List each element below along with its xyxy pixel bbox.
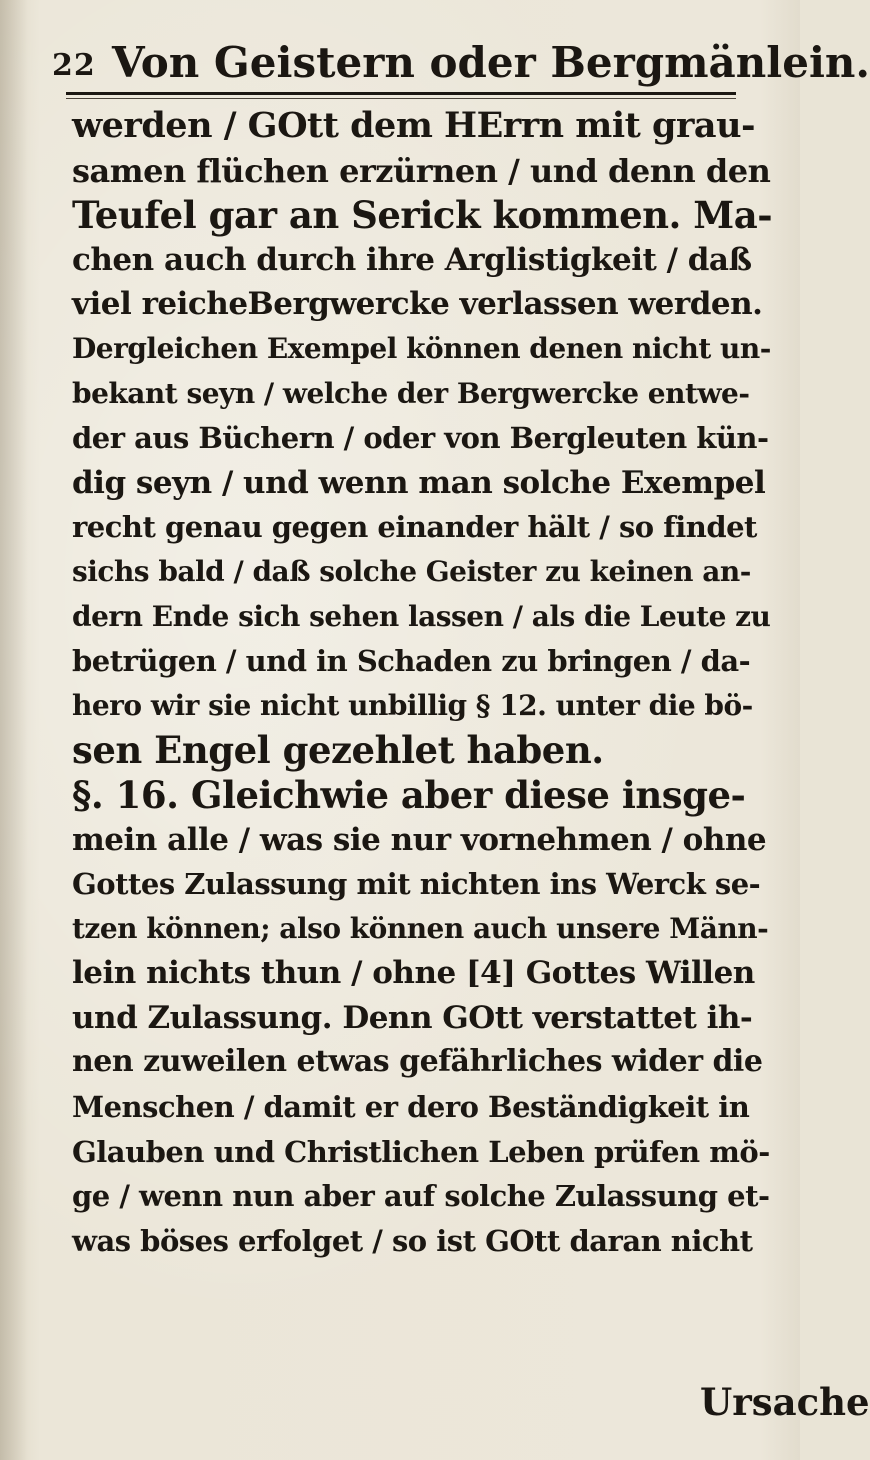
text-line: chen auch durch ihre Arglistigkeit / daß	[72, 241, 752, 278]
text-line: recht genau gegen einander hält / so findet	[72, 510, 757, 545]
text-line: dig seyn / und wenn man solche Exempel	[72, 464, 766, 501]
text-line: was böses erfolget / so ist GOtt daran nicht	[72, 1223, 753, 1258]
text-line: bekant seyn / welche der Bergwercke entwe-	[72, 376, 750, 410]
text-line: mein alle / was sie nur vornehmen / ohne	[72, 821, 767, 858]
text-line: werden / GOtt dem HErrn mit grau-	[72, 105, 756, 146]
header-rule	[66, 92, 736, 95]
page-number: 22	[52, 48, 96, 83]
text-line: der aus Büchern / oder von Bergleuten kün-	[72, 421, 769, 456]
text-line: Glauben und Christlichen Leben prüfen mö-	[72, 1134, 770, 1169]
text-line: lein nichts thun / ohne [4] Gottes Willen	[72, 955, 755, 992]
text-line: hero wir sie nicht unbillig § 12. unter die bö-	[72, 688, 753, 722]
text-line: dern Ende sich sehen lassen / als die Leute zu	[72, 599, 771, 633]
running-head: Von Geistern oder Bergmänlein.	[112, 38, 870, 87]
catchword: Ursache	[700, 1380, 870, 1424]
text-line: §. 16. Gleichwie aber diese insge-	[72, 772, 746, 817]
text-line: Menschen / damit er dero Beständigkeit in	[72, 1090, 750, 1125]
text-line: viel reicheBergwercke verlassen werden.	[72, 286, 763, 323]
text-line: sen Engel gezehlet haben.	[72, 728, 604, 773]
body-text	[72, 104, 772, 1263]
text-line: betrügen / und in Schaden zu bringen / da-	[72, 644, 751, 679]
gutter-shadow	[0, 0, 28, 1460]
text-line: sichs bald / daß solche Geister zu keinen an-	[72, 554, 751, 588]
text-line: Dergleichen Exempel können denen nicht un-	[72, 331, 771, 365]
page-header	[52, 38, 870, 92]
text-line: samen flüchen erzürnen / und denn den	[72, 151, 771, 190]
text-line: Teufel gar an Serick kommen. Ma-	[72, 193, 773, 238]
text-line: nen zuweilen etwas gefährliches wider die	[72, 1044, 763, 1080]
text-line: Gottes Zulassung mit nichten ins Werck se-	[72, 867, 761, 902]
header-rule-thin	[66, 98, 736, 99]
text-line: tzen können; also können auch unsere Männ-	[72, 911, 769, 945]
text-line: ge / wenn nun aber auf solche Zulassung et-	[72, 1179, 770, 1214]
text-line: und Zulassung. Denn GOtt verstattet ih-	[72, 999, 753, 1036]
